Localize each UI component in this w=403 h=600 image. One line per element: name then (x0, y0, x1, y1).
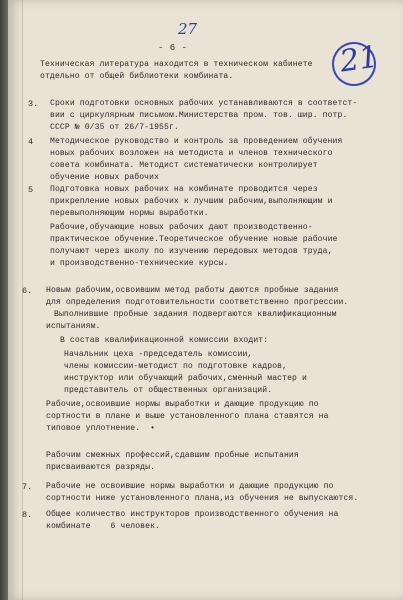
text-line: Сроки подготовки основных рабочих устанавливаются в соответст- (50, 99, 358, 108)
text-line: для определения подготовительности соответственно прогрессии. (46, 298, 349, 307)
binding-spine (0, 0, 8, 600)
section-number: 7. (22, 482, 33, 492)
text-line: Подготовка новых рабочих на комбинате проводится через (50, 185, 318, 194)
text-line: Рабочие не освоившие нормы выработки и дающие продукцию по (46, 482, 334, 491)
section-number: 5 (28, 185, 34, 195)
text-line: Рабочие,обучающие новых рабочих дают производственно- (50, 223, 313, 232)
text-line: Выполнившие пробные задания подвергаются квалификационным (54, 310, 337, 319)
text-line: вии с циркулярным письмом.Министерства пром. тов. шир. потр. (50, 111, 348, 120)
text-line: комбинате 6 человек. (46, 522, 161, 531)
text-line: СССР № 0/35 от 26/7-1955г. (50, 123, 179, 132)
section-number: 3. (28, 99, 39, 109)
text-line: совета комбината. Методист систематически контролирует (50, 161, 318, 170)
text-line: обучение новых рабочих (50, 173, 160, 182)
circled-page-number: 21 (337, 39, 381, 80)
text-line: Общее количество инструкторов производственного обучения на (46, 510, 339, 519)
text-line: Начальник цеха -председатель комиссии, (64, 350, 253, 359)
text-line: и производственно-технические курсы. (50, 259, 229, 268)
text-line: Техническая литература находится в техническом кабинете (40, 60, 313, 69)
text-line: присваиваются разряды. (46, 463, 156, 472)
text-line: получают через школу по изучению передовых методов труда, (50, 247, 333, 256)
text-line: испытаниям. (46, 322, 101, 331)
text-line: новых рабочих возложен на методиста и членов технического (50, 149, 333, 158)
text-line: Методическое руководство и контроль за проведением обучения (50, 137, 343, 146)
text-line: инструктор или обучающий рабочих,сменный мастер и (64, 374, 307, 383)
text-line: прикрепление новых рабочих к лучшим рабочим,выполняющим и (50, 197, 333, 206)
handwritten-page-number: 27 (178, 20, 198, 38)
text-line: типовое уплотнение. • (46, 424, 156, 433)
text-line: перевыполняющим нормы выработки. (50, 209, 209, 218)
text-line: практическое обучение.Теоретическое обучение новые рабочие (50, 235, 338, 244)
text-line: члены комиссии-методист по подготовке кадров, (64, 362, 288, 371)
section-number: 8. (22, 510, 33, 520)
section-number: 6. (22, 286, 33, 296)
document-page (8, 0, 403, 600)
text-line: Новым рабочим,освоившим метод работы даются пробные задания (46, 286, 339, 295)
text-line: отдельно от общей библиотеки комбината. (40, 72, 234, 81)
text-line: представитель от общественных организаций. (64, 386, 273, 395)
text-line: сортности ниже установленного плана,из обучения не выпускаются. (46, 494, 359, 503)
text-line: Рабочим смежных профессий,сдавшим пробные испытания (46, 451, 299, 460)
typed-page-number: - 6 - (158, 43, 188, 53)
section-number: 4 (28, 137, 34, 147)
text-line: сортности в плане и выше установленного плана ставятся на (46, 412, 329, 421)
text-line: Рабочие,освоившие нормы выработки и дающие продукцию по (46, 400, 319, 409)
text-line: В состав квалификационной комиссии входит: (60, 336, 269, 345)
